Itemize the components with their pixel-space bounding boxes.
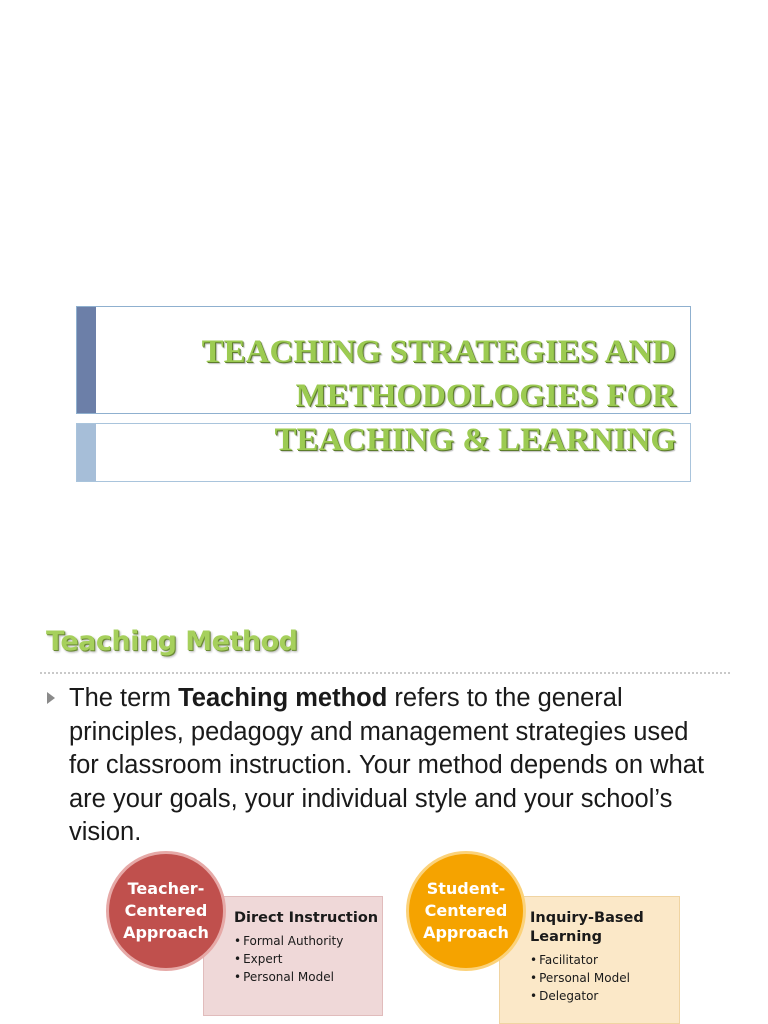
list-item: • Formal Authority [234,932,382,950]
card-title-line: Inquiry-Based [530,910,644,926]
title-line: METHODOLOGIES FOR [295,378,676,414]
subtitle-accent-bar [77,424,96,481]
content-slide [0,600,768,1024]
student-centered-circle [406,851,526,971]
paragraph-bold-term: Teaching method [178,684,388,712]
circle-line: Student- [426,879,506,898]
list-item: • Facilitator [530,951,679,969]
list-item: • Delegator [530,987,679,1005]
title-line: TEACHING & LEARNING [274,422,676,458]
circle-line: Teacher- [127,879,205,898]
list-item: • Personal Model [530,969,679,987]
bullet-arrow-icon [47,692,55,704]
title-line: TEACHING STRATEGIES AND [201,334,676,370]
teacher-centered-circle [106,851,226,971]
title-accent-bar [77,307,96,413]
circle-line: Centered [424,901,508,920]
dotted-divider [40,672,730,674]
list-item: • Personal Model [234,968,382,986]
card-list [530,951,679,1005]
card-title: Direct Instruction [234,910,379,926]
circle-line: Approach [123,923,209,942]
circle-line: Approach [423,923,509,942]
list-item: • Expert [234,950,382,968]
card-list [234,932,382,986]
paragraph-text-start: The term [69,684,179,712]
direct-instruction-card [203,896,383,1016]
card-title [530,909,679,947]
section-heading: Teaching Method [46,626,298,657]
circle-line: Centered [124,901,208,920]
slide-title [110,330,676,462]
paragraph-text-end: refers to the general principles, pedagogy and management strategies used for classroom instruction. Your method depends on what are your goals, your individual style and your school’s vision. [69,684,705,846]
inquiry-based-learning-card [499,896,680,1024]
card-title-line: Learning [530,929,603,945]
body-paragraph [69,682,709,850]
